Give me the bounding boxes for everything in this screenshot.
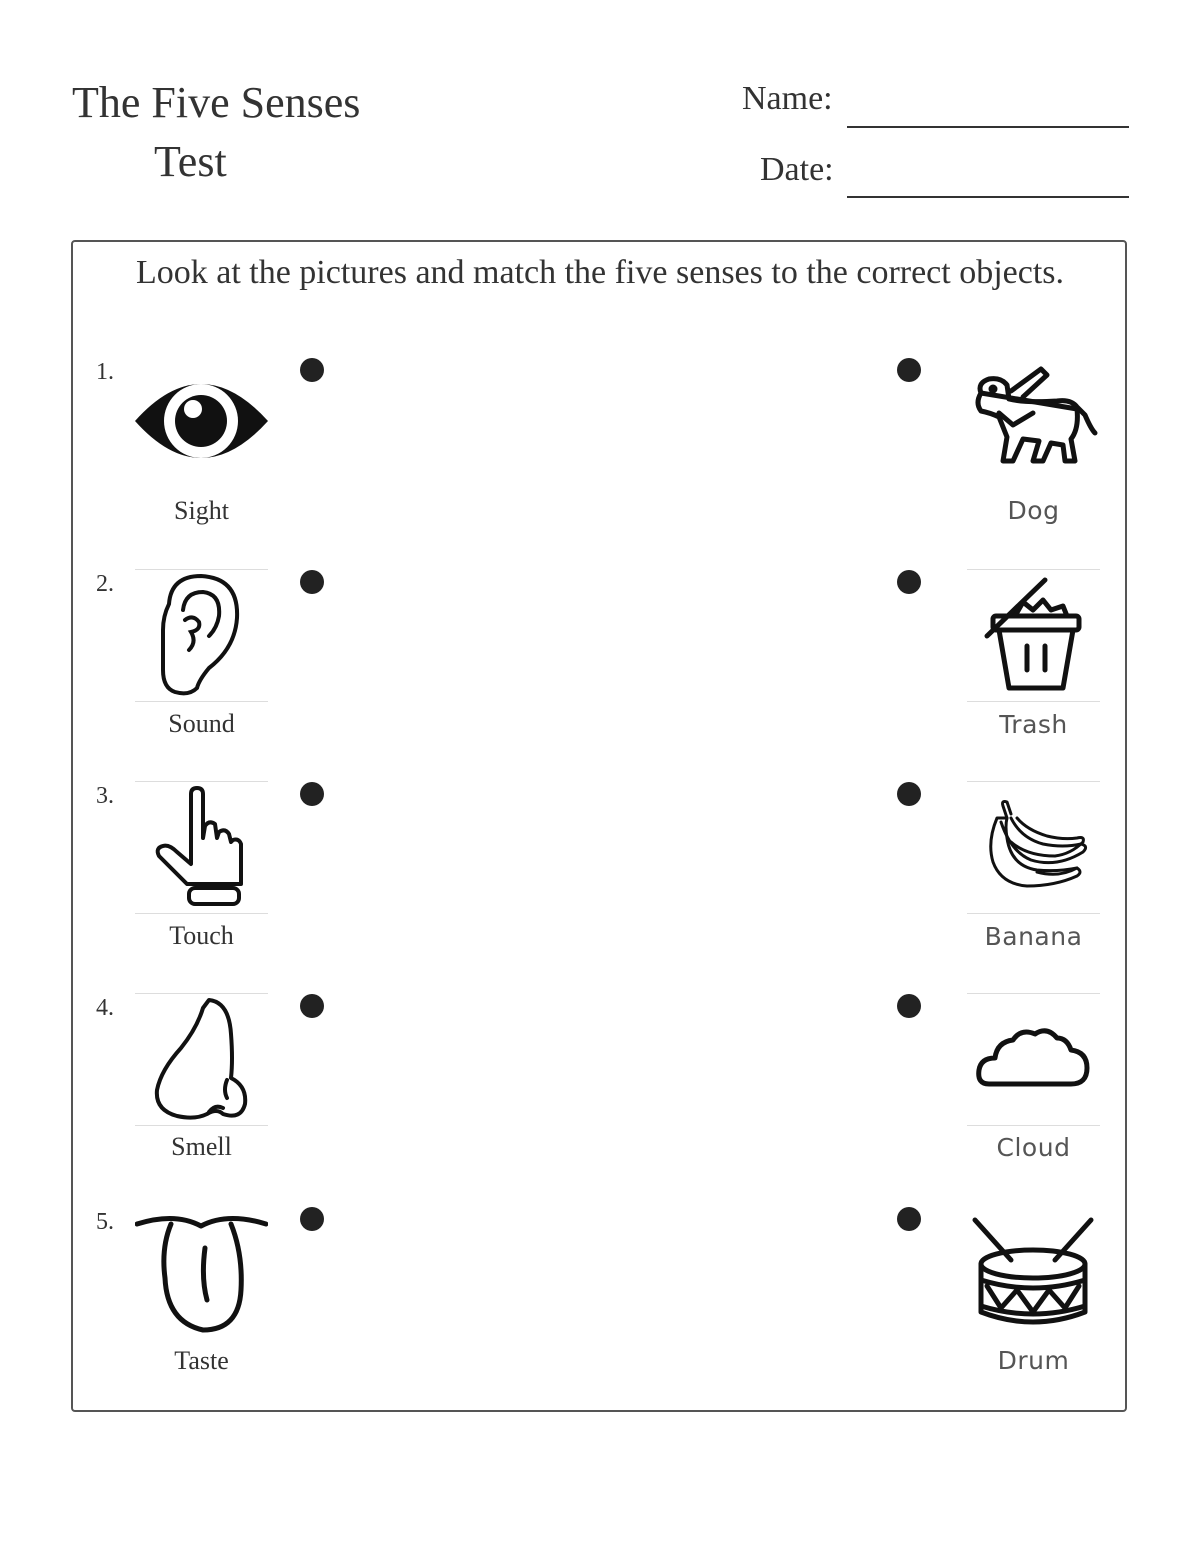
sense-label-touch: Touch xyxy=(169,921,234,950)
match-dot-left-3[interactable] xyxy=(300,782,324,806)
tongue-icon xyxy=(135,1208,268,1341)
trash-can-icon xyxy=(967,569,1100,702)
object-label-banana: Banana xyxy=(984,922,1083,951)
match-dot-right-4[interactable] xyxy=(897,994,921,1018)
object-label-dog: Dog xyxy=(1007,496,1060,525)
match-dot-left-4[interactable] xyxy=(300,994,324,1018)
banana-icon xyxy=(967,781,1100,914)
sense-label-sound: Sound xyxy=(168,709,235,738)
item-number: 3. xyxy=(96,783,114,809)
ear-icon xyxy=(135,569,268,702)
item-number: 4. xyxy=(96,995,114,1021)
sense-label-sight: Sight xyxy=(174,496,229,525)
object-label-trash: Trash xyxy=(999,710,1068,739)
worksheet-title-line2: Test xyxy=(154,137,227,186)
date-label: Date: xyxy=(760,151,834,188)
nose-icon xyxy=(135,993,268,1126)
name-label: Name: xyxy=(742,80,833,117)
item-number: 2. xyxy=(96,571,114,597)
item-number: 5. xyxy=(96,1209,114,1235)
sense-label-taste: Taste xyxy=(174,1346,229,1375)
dog-icon xyxy=(967,355,1100,488)
object-label-cloud: Cloud xyxy=(996,1133,1071,1162)
cloud-icon xyxy=(967,993,1100,1126)
match-dot-right-3[interactable] xyxy=(897,782,921,806)
match-dot-right-1[interactable] xyxy=(897,358,921,382)
eye-icon xyxy=(135,355,268,488)
pointing-hand-icon xyxy=(135,781,268,914)
item-number: 1. xyxy=(96,359,114,385)
match-dot-left-2[interactable] xyxy=(300,570,324,594)
object-label-drum: Drum xyxy=(997,1346,1070,1375)
match-dot-left-5[interactable] xyxy=(300,1207,324,1231)
worksheet-title-line1: The Five Senses xyxy=(72,78,361,127)
sense-label-smell: Smell xyxy=(171,1132,232,1161)
match-dot-left-1[interactable] xyxy=(300,358,324,382)
match-dot-right-5[interactable] xyxy=(897,1207,921,1231)
date-field[interactable] xyxy=(847,196,1129,198)
name-field[interactable] xyxy=(847,126,1129,128)
drum-icon xyxy=(967,1208,1100,1341)
match-dot-right-2[interactable] xyxy=(897,570,921,594)
instructions: Look at the pictures and match the five senses to the correct objects. xyxy=(135,254,1065,291)
